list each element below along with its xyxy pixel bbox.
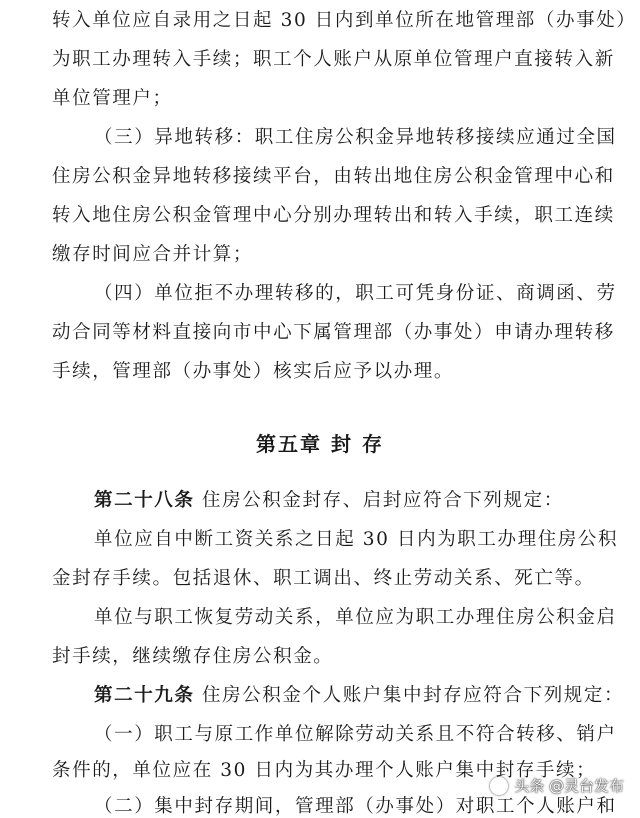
article-28-label: 第二十八条 bbox=[94, 490, 195, 511]
text-line: 转入单位应自录用之日起 30 日内到单位所在地管理部（办事处） bbox=[52, 10, 637, 31]
watermark bbox=[490, 775, 624, 796]
text-line: 单位应自中断工资关系之日起 30 日内为职工办理住房公积 bbox=[94, 529, 619, 550]
text-line: 动合同等材料直接向市中心下属管理部（办事处）申请办理转移 bbox=[52, 322, 615, 343]
chapter-title: 第五章 封 存 bbox=[256, 432, 384, 456]
text-line: （一）职工与原工作单位解除劳动关系且不符合转移、销户 bbox=[94, 724, 617, 745]
text-line: 缴存时间应合并计算； bbox=[52, 244, 254, 265]
text-line: 转入地住房公积金管理中心分别办理转出和转入手续，职工连续 bbox=[52, 205, 615, 226]
watermark-text: 头条 @灵台发布 bbox=[514, 777, 624, 795]
article-29-label: 第二十九条 bbox=[94, 685, 195, 706]
text-line: （二）集中封存期间，管理部（办事处）对职工个人账户和 bbox=[94, 796, 617, 817]
text-line: 住房公积金异地转移接续平台，由转出地住房公积金管理中心和 bbox=[52, 166, 615, 187]
text-line: 金封存手续。包括退休、职工调出、终止劳动关系、死亡等。 bbox=[52, 568, 595, 589]
text-line: 手续，管理部（办事处）核实后应予以办理。 bbox=[52, 361, 455, 382]
article-29-heading bbox=[94, 685, 640, 707]
article-28-heading bbox=[94, 490, 640, 512]
article-28-text: 住房公积金封存、启封应符合下列规定： bbox=[202, 490, 564, 511]
text-line: 条件的，单位应在 30 日内为其办理个人账户集中封存手续； bbox=[52, 760, 597, 781]
text-line: 单位与职工恢复劳动关系，单位应为职工办理住房公积金启 bbox=[94, 607, 617, 628]
watermark-icon bbox=[490, 777, 508, 795]
text-line: （三）异地转移：职工住房公积金异地转移接续应通过全国 bbox=[94, 127, 617, 148]
text-line: 为职工办理转入手续；职工个人账户从原单位管理户直接转入新 bbox=[52, 49, 615, 70]
text-line: 单位管理户； bbox=[52, 88, 173, 109]
text-line: （四）单位拒不办理转移的，职工可凭身份证、商调函、劳 bbox=[94, 283, 617, 304]
text-line: 封手续，继续缴存住房公积金。 bbox=[52, 646, 334, 667]
article-29-text: 住房公积金个人账户集中封存应符合下列规定： bbox=[202, 685, 625, 706]
